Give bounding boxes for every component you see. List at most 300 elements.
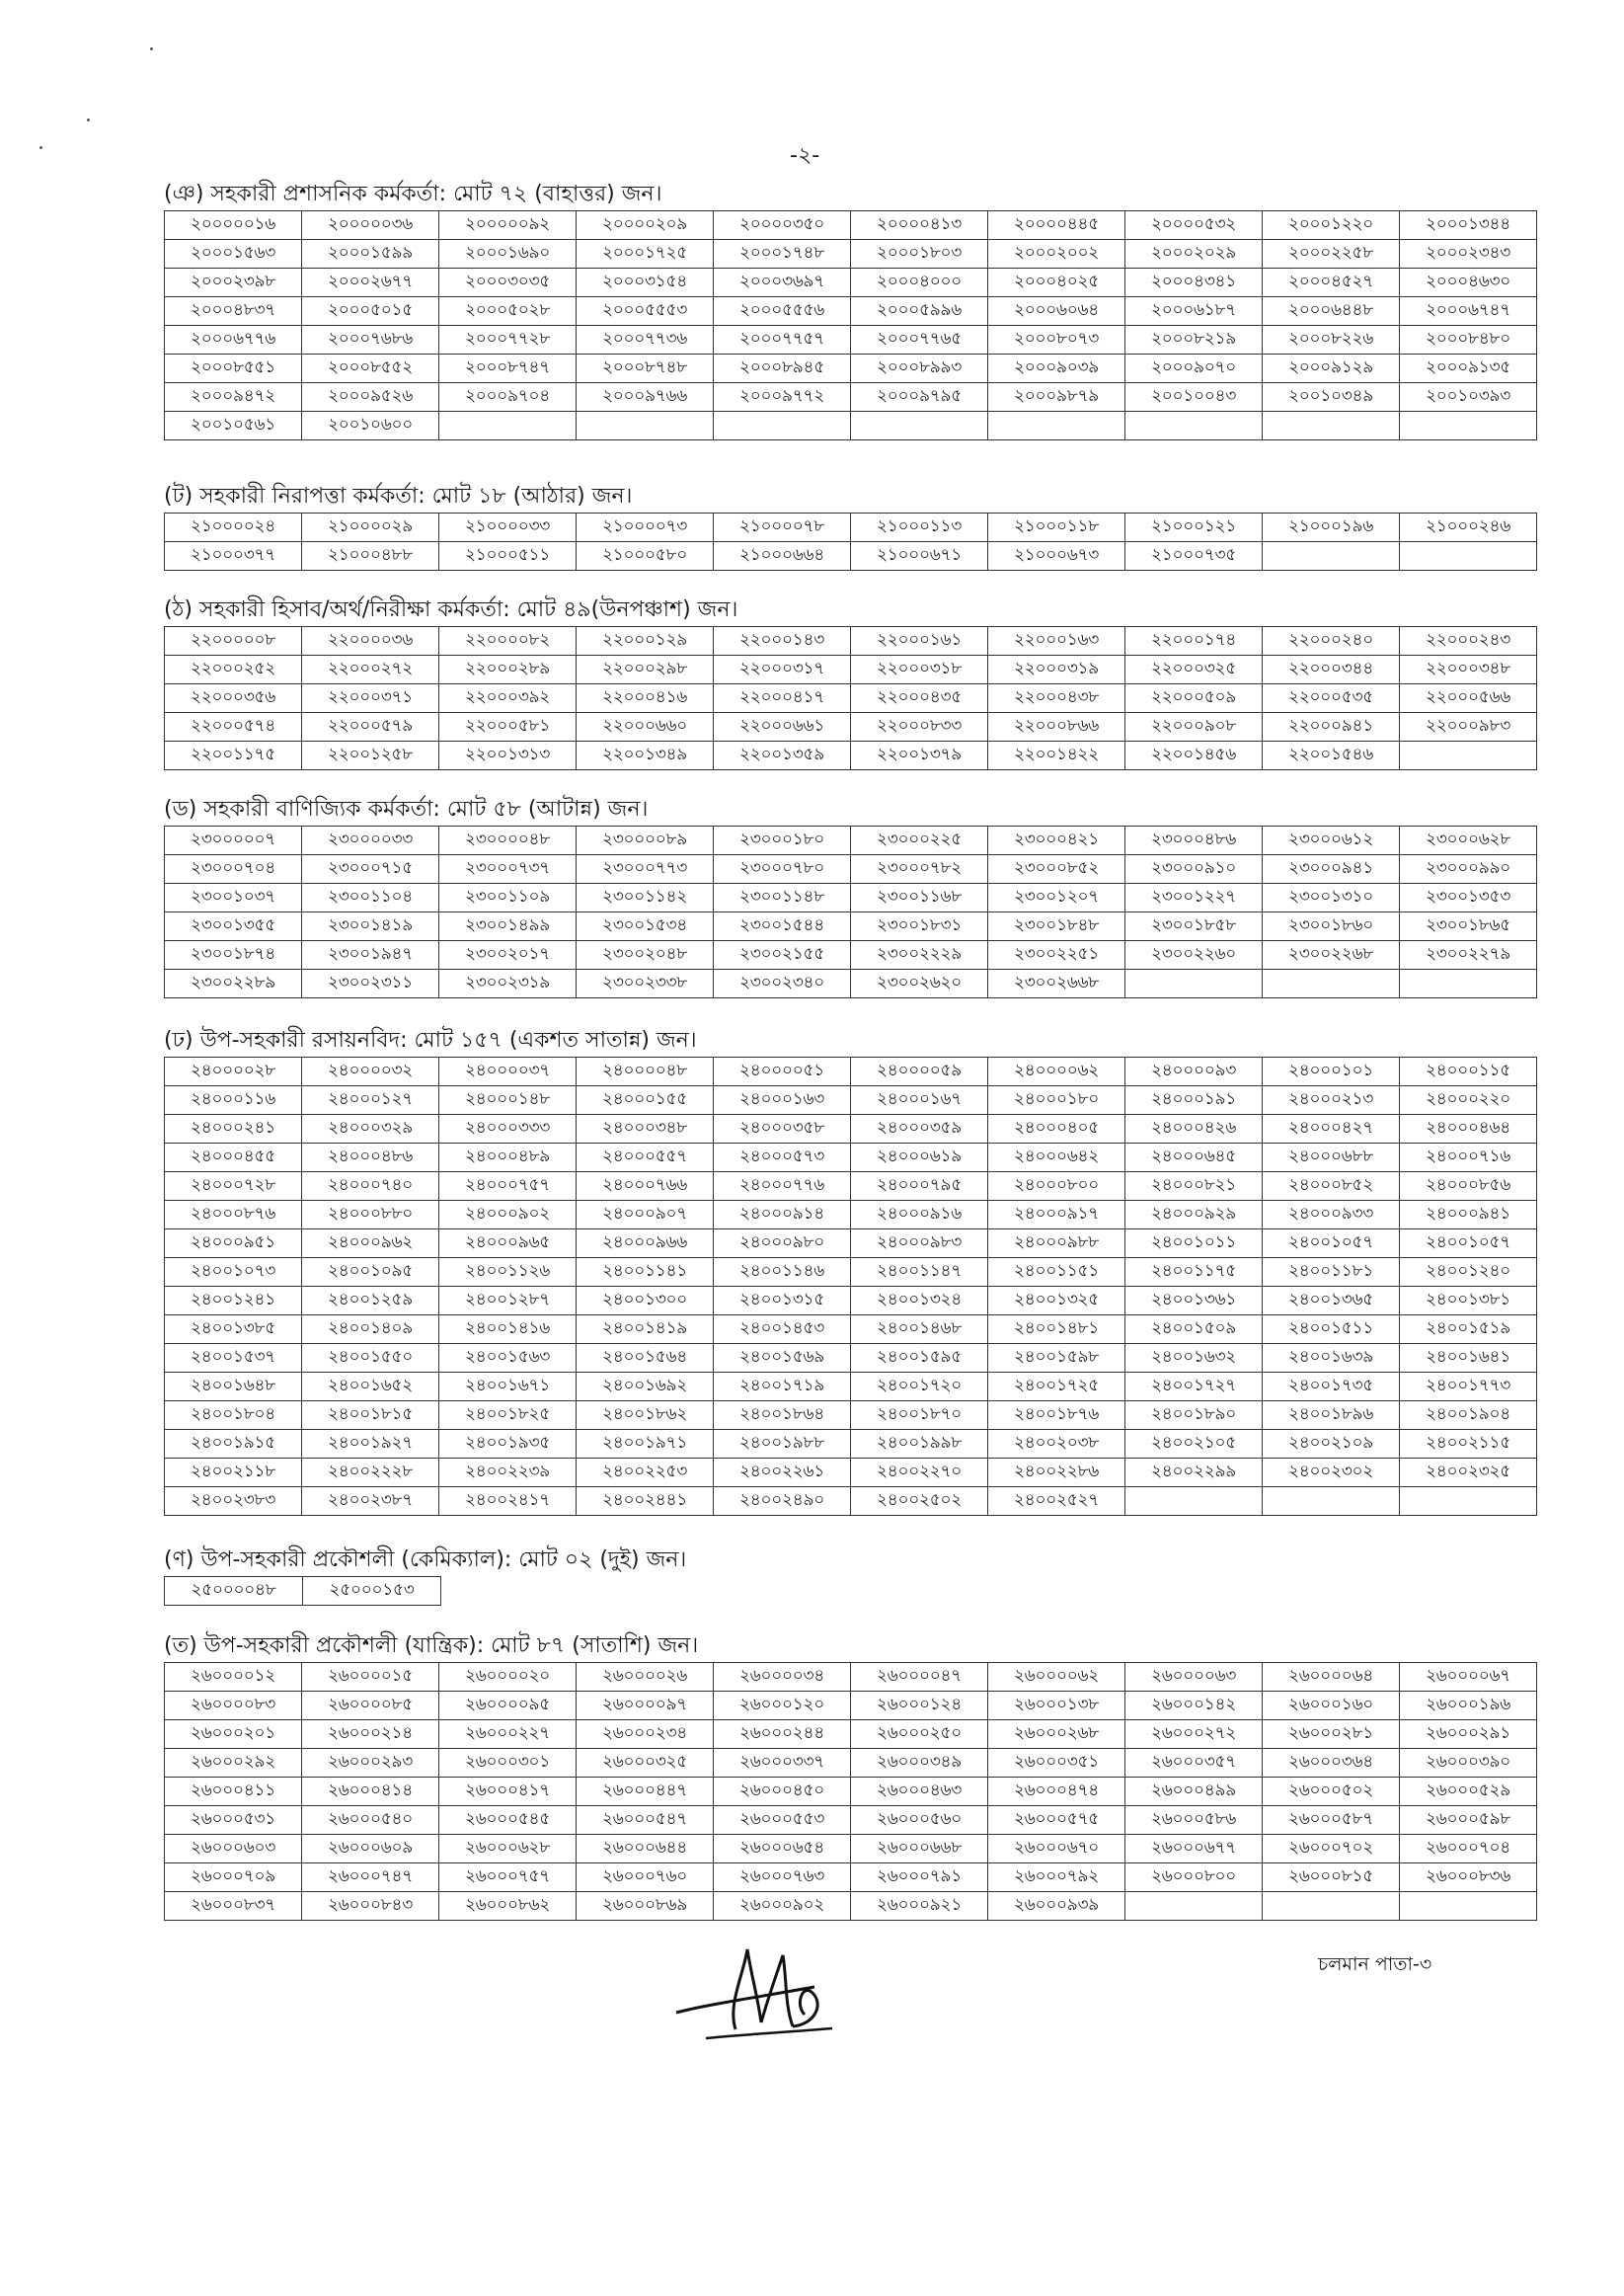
roll-cell: ২৬০০০৬৫৪ — [714, 1835, 851, 1863]
roll-cell: ২৬০০০৬৪৪ — [577, 1835, 714, 1863]
roll-cell: ২২০০১৫৪৬ — [1263, 742, 1400, 770]
roll-cell: ২৩০০১২০৭ — [988, 884, 1125, 912]
roll-cell: ২০০০১২২০ — [1263, 211, 1400, 240]
roll-cell: ২০০০৭৭৫৭ — [714, 326, 851, 355]
roll-cell: ২৬০০০৭০২ — [1263, 1835, 1400, 1863]
roll-cell: ২৪০০০০৩২ — [302, 1058, 439, 1086]
roll-cell: ২৪০০১৭৩৫ — [1263, 1373, 1400, 1401]
roll-cell: ২২০০০৩৪৮ — [1400, 656, 1537, 684]
roll-cell: ২৬০০০৬০৯ — [302, 1835, 439, 1863]
roll-cell: ২৪০০০৮৫২ — [1263, 1172, 1400, 1201]
roll-cell: ২৪০০১৬৫২ — [302, 1373, 439, 1401]
signature — [666, 1936, 844, 2049]
roll-cell: ২০০০৬০৬৪ — [988, 297, 1125, 326]
roll-cell: ২০০০১৫৯৯ — [302, 240, 439, 269]
roll-cell: ২০০০৪০২৫ — [988, 269, 1125, 297]
roll-cell: ২৪০০০৪২৬ — [1125, 1115, 1263, 1144]
roll-cell: ২২০০০৩৭১ — [302, 684, 439, 713]
roll-cell: ২৩০০১৮৪৮ — [988, 912, 1125, 941]
table-row — [165, 1577, 441, 1606]
table-row — [165, 1806, 1537, 1835]
roll-cell: ২৪০০১০৫৭ — [1400, 1229, 1537, 1258]
roll-cell: ২৩০০২৬৬৮ — [988, 970, 1125, 998]
roll-cell: ২২০০০৪১৭ — [714, 684, 851, 713]
roll-cell: ২৬০০০৫২৯ — [1400, 1778, 1537, 1806]
table-row — [165, 1778, 1537, 1806]
roll-cell: ২৫০০০১৫৩ — [303, 1577, 441, 1606]
roll-cell: ২০০০৭৬৮৬ — [302, 326, 439, 355]
roll-cell: ২৪০০০৩৩৩ — [439, 1115, 577, 1144]
roll-cell: ২৬০০০৯৩৯ — [988, 1892, 1125, 1921]
roll-cell: ২৬০০০৪১১ — [165, 1778, 302, 1806]
table-row — [165, 1430, 1537, 1459]
roll-cell: ২৩০০০৭৩৭ — [439, 855, 577, 884]
roll-cell — [1400, 412, 1537, 440]
roll-cell: ২৪০০০৯৮০ — [714, 1229, 851, 1258]
roll-cell: ২৪০০২২৭০ — [851, 1459, 988, 1487]
roll-cell: ২৪০০১৮৯০ — [1125, 1401, 1263, 1430]
roll-cell: ২৬০০০৭৬০ — [577, 1863, 714, 1892]
roll-cell: ২২০০০১৬৩ — [988, 627, 1125, 656]
table-row — [165, 1344, 1537, 1373]
roll-cell: ২৪০০১৬৪১ — [1400, 1344, 1537, 1373]
table-row — [165, 684, 1537, 713]
roll-cell: ২২০০০২৮৯ — [439, 656, 577, 684]
roll-cell: ২৬০০০৪৯৯ — [1125, 1778, 1263, 1806]
roll-cell: ২৬০০০৪৬৩ — [851, 1778, 988, 1806]
roll-cell: ২৪০০০৯২৯ — [1125, 1201, 1263, 1229]
roll-cell: ২৪০০০১৪৮ — [439, 1086, 577, 1115]
roll-cell: ২৪০০১৪১৯ — [577, 1315, 714, 1344]
roll-cell: ২৩০০২৬২০ — [851, 970, 988, 998]
roll-cell — [851, 412, 988, 440]
roll-cell: ২৬০০০৪১৪ — [302, 1778, 439, 1806]
roll-cell: ২১০০০০৩৩ — [439, 514, 577, 542]
roll-cell: ২৩০০২২৬০ — [1125, 941, 1263, 970]
roll-cell: ২০০১০৬০০ — [302, 412, 439, 440]
roll-cell: ২৬০০০০২৬ — [577, 1663, 714, 1692]
roll-cell: ২৪০০০৯১৭ — [988, 1201, 1125, 1229]
roll-cell — [1125, 1892, 1263, 1921]
roll-cell: ২৪০০১৬৭১ — [439, 1373, 577, 1401]
roll-cell: ২০০০০০১৬ — [165, 211, 302, 240]
section-heading: (ট) সহকারী নিরাপত্তা কর্মকর্তা: মোট ১৮ (আঠার) জন। — [164, 484, 633, 509]
roll-cell: ২৪০০১০১১ — [1125, 1229, 1263, 1258]
roll-cell: ২৪০০১০৫৭ — [1263, 1229, 1400, 1258]
roll-cell: ২৪০০১৯১৫ — [165, 1430, 302, 1459]
roll-cell: ২০০০০২০৯ — [577, 211, 714, 240]
roll-cell: ২৩০০২০১৭ — [439, 941, 577, 970]
roll-cell: ২৪০০১৮২৫ — [439, 1401, 577, 1430]
roll-cell: ২৬০০০০৯৫ — [439, 1692, 577, 1720]
roll-cell: ২৩০০২৩১৯ — [439, 970, 577, 998]
roll-cell: ২৩০০১৩৫৩ — [1400, 884, 1537, 912]
roll-cell: ২৪০০১৩৬৫ — [1263, 1287, 1400, 1315]
roll-cell: ২৬০০০৪১৭ — [439, 1778, 577, 1806]
table-row — [165, 855, 1537, 884]
roll-cell: ২৬০০০২৮১ — [1263, 1720, 1400, 1749]
roll-cell: ২২০০০১২৯ — [577, 627, 714, 656]
roll-cell: ২৪০০০৩৫৯ — [851, 1115, 988, 1144]
roll-cell: ২১০০০৩৭৭ — [165, 542, 302, 571]
table-row — [165, 656, 1537, 684]
section-heading: (ড) সহকারী বাণিজ্যিক কর্মকর্তা: মোট ৫৮ (আটান্ন) জন। — [164, 797, 649, 822]
roll-cell: ২১০০০০২৪ — [165, 514, 302, 542]
roll-cell: ২৩০০০০০৭ — [165, 827, 302, 855]
roll-cell: ২০০০০০৩৬ — [302, 211, 439, 240]
roll-cell: ২৪০০০১২৭ — [302, 1086, 439, 1115]
roll-cell — [1125, 1487, 1263, 1516]
scan-speck — [150, 47, 153, 50]
roll-cell: ২১০০০২৪৬ — [1400, 514, 1537, 542]
roll-cell: ২০০০৮২১৯ — [1125, 326, 1263, 355]
roll-cell — [988, 412, 1125, 440]
roll-table — [164, 210, 1537, 440]
roll-cell: ২৩০০১৩৫৫ — [165, 912, 302, 941]
roll-cell: ২৪০০০৯৩৩ — [1263, 1201, 1400, 1229]
roll-cell: ২৬০০০৭০৯ — [165, 1863, 302, 1892]
roll-cell: ২৪০০০০৪৮ — [577, 1058, 714, 1086]
roll-cell: ২২০০০৩৯২ — [439, 684, 577, 713]
roll-cell: ২১০০০৬৭৩ — [988, 542, 1125, 571]
roll-cell: ২৬০০০৮৬৯ — [577, 1892, 714, 1921]
roll-cell: ২২০০০২৭২ — [302, 656, 439, 684]
roll-cell: ২৪০০০২২০ — [1400, 1086, 1537, 1115]
table-row — [165, 514, 1537, 542]
roll-cell: ২৪০০১৭৭৩ — [1400, 1373, 1537, 1401]
roll-cell: ২২০০০৪৩৫ — [851, 684, 988, 713]
roll-cell: ২৬০০০২৩৪ — [577, 1720, 714, 1749]
roll-cell: ২০০০৬৭৭৬ — [165, 326, 302, 355]
roll-cell: ২০০১০০৪৩ — [1125, 383, 1263, 412]
roll-cell: ২৪০০২৩২৫ — [1400, 1459, 1537, 1487]
roll-cell: ২২০০০৫৩৫ — [1263, 684, 1400, 713]
roll-cell: ২২০০০২৪৩ — [1400, 627, 1537, 656]
roll-cell: ২৬০০০৬২৮ — [439, 1835, 577, 1863]
roll-cell: ২৪০০০৭২৮ — [165, 1172, 302, 1201]
roll-cell: ২৬০০০০৬৩ — [1125, 1663, 1263, 1692]
roll-cell: ২৩০০২২৫১ — [988, 941, 1125, 970]
roll-cell: ২৬০০০০৯৭ — [577, 1692, 714, 1720]
table-row — [165, 884, 1537, 912]
roll-cell: ২২০০০৫০৯ — [1125, 684, 1263, 713]
table-row — [165, 1115, 1537, 1144]
roll-cell: ২২০০০১৪৩ — [714, 627, 851, 656]
roll-cell: ২৫০০০০৪৮ — [165, 1577, 303, 1606]
roll-cell: ২৩০০১৪১৯ — [302, 912, 439, 941]
roll-cell: ২৬০০০৩৫৭ — [1125, 1749, 1263, 1778]
roll-cell: ২০০০০৪৪৫ — [988, 211, 1125, 240]
roll-cell: ২৪০০১৮৭৬ — [988, 1401, 1125, 1430]
roll-cell: ২০০০৮৫৫২ — [302, 355, 439, 383]
roll-cell: ২৩০০২৩৩৮ — [577, 970, 714, 998]
roll-cell: ২০০০৪৩৪১ — [1125, 269, 1263, 297]
roll-cell: ২৩০০২২৮৯ — [165, 970, 302, 998]
roll-cell: ২০০০৪৬৩০ — [1400, 269, 1537, 297]
roll-cell: ২২০০০২৪০ — [1263, 627, 1400, 656]
roll-cell: ২৪০০২২৬১ — [714, 1459, 851, 1487]
table-row — [165, 1487, 1537, 1516]
roll-cell: ২৪০০০৯৪১ — [1400, 1201, 1537, 1229]
roll-cell: ২৪০০১৯২৭ — [302, 1430, 439, 1459]
roll-cell: ২৪০০০৭৬৬ — [577, 1172, 714, 1201]
roll-cell: ২৬০০০০১৫ — [302, 1663, 439, 1692]
roll-cell: ২৪০০০১৬৭ — [851, 1086, 988, 1115]
roll-cell: ২০০০৪৫২৭ — [1263, 269, 1400, 297]
roll-cell: ২১০০০৫১১ — [439, 542, 577, 571]
roll-cell: ২৪০০১০৭৩ — [165, 1258, 302, 1287]
roll-cell: ২৬০০০৫৬০ — [851, 1806, 988, 1835]
roll-cell: ২৩০০১৫৩৪ — [577, 912, 714, 941]
roll-cell: ২৪০০০৬৪২ — [988, 1144, 1125, 1172]
roll-cell: ২০০০৯৭০৪ — [439, 383, 577, 412]
roll-cell: ২৪০০১১৫১ — [988, 1258, 1125, 1287]
roll-cell: ২৬০০০৭৯২ — [988, 1863, 1125, 1892]
roll-cell: ২০০০০৫৩২ — [1125, 211, 1263, 240]
roll-cell — [1400, 542, 1537, 571]
roll-cell: ২২০০১১৭৫ — [165, 742, 302, 770]
roll-cell: ২২০০১৪৫৬ — [1125, 742, 1263, 770]
roll-cell: ২৪০০২১১৫ — [1400, 1430, 1537, 1459]
roll-cell: ২৪০০১৮৯৬ — [1263, 1401, 1400, 1430]
roll-cell: ২০০০৭৭৩৬ — [577, 326, 714, 355]
roll-cell: ২৪০০১৮১৫ — [302, 1401, 439, 1430]
roll-cell: ২২০০০০৮২ — [439, 627, 577, 656]
roll-cell: ২৬০০০৫৮৬ — [1125, 1806, 1263, 1835]
roll-cell: ২০০০৬১৮৭ — [1125, 297, 1263, 326]
table-row — [165, 912, 1537, 941]
roll-cell: ২৬০০০৯২১ — [851, 1892, 988, 1921]
roll-cell: ২৪০০০৯৬২ — [302, 1229, 439, 1258]
roll-cell: ২৬০০০১৪২ — [1125, 1692, 1263, 1720]
roll-cell: ২৪০০২৩৮৩ — [165, 1487, 302, 1516]
roll-cell: ২৩০০১৮৬০ — [1263, 912, 1400, 941]
section-heading: (ঠ) সহকারী হিসাব/অর্থ/নিরীক্ষা কর্মকর্তা: মোট ৪৯(উনপঞ্চাশ) জন। — [164, 597, 738, 622]
section — [164, 1546, 1452, 1606]
roll-cell: ২৪০০০২৪১ — [165, 1115, 302, 1144]
roll-cell: ২৪০০২১১৮ — [165, 1459, 302, 1487]
roll-cell: ২২০০০৪১৬ — [577, 684, 714, 713]
roll-cell: ২৪০০১৩০০ — [577, 1287, 714, 1315]
roll-cell: ২৪০০০২১৩ — [1263, 1086, 1400, 1115]
roll-cell: ২৪০০১৯৩৫ — [439, 1430, 577, 1459]
roll-cell: ২৬০০০৭৫৭ — [439, 1863, 577, 1892]
table-row — [165, 1229, 1537, 1258]
roll-cell: ২৬০০০৬০৩ — [165, 1835, 302, 1863]
roll-cell: ২৬০০০৮৩৭ — [165, 1892, 302, 1921]
roll-cell: ২৬০০০১৩৮ — [988, 1692, 1125, 1720]
section — [164, 1632, 1511, 1921]
table-row — [165, 1144, 1537, 1172]
roll-cell: ২৪০০২৫০২ — [851, 1487, 988, 1516]
roll-cell: ২৩০০০৬২৮ — [1400, 827, 1537, 855]
roll-cell: ২০০০০০৯২ — [439, 211, 577, 240]
roll-cell: ২৪০০০৯৮৩ — [851, 1229, 988, 1258]
roll-cell: ২০০০২৬৭৭ — [302, 269, 439, 297]
roll-cell: ২৪০০০০২৮ — [165, 1058, 302, 1086]
table-row — [165, 412, 1537, 440]
roll-cell: ২৪০০২২২৮ — [302, 1459, 439, 1487]
roll-cell: ২৪০০০১০১ — [1263, 1058, 1400, 1086]
roll-cell: ২০০০৯৭৯৫ — [851, 383, 988, 412]
roll-cell: ২৬০০০০৪৭ — [851, 1663, 988, 1692]
section — [164, 483, 1510, 571]
table-row — [165, 713, 1537, 742]
roll-cell: ২৪০০০৬৪৫ — [1125, 1144, 1263, 1172]
roll-cell: ২৪০০১২৪১ — [165, 1287, 302, 1315]
roll-table — [164, 513, 1537, 571]
roll-cell — [1125, 412, 1263, 440]
roll-cell — [1263, 970, 1400, 998]
roll-cell: ২৪০০০৯১৪ — [714, 1201, 851, 1229]
roll-cell: ২৪০০১০৯৫ — [302, 1258, 439, 1287]
roll-cell: ২২০০০০০৮ — [165, 627, 302, 656]
roll-cell — [1400, 1487, 1537, 1516]
roll-cell: ২৩০০১৫৪৪ — [714, 912, 851, 941]
roll-cell: ২৪০০০৭৭৬ — [714, 1172, 851, 1201]
roll-cell: ২০০০১৭২৫ — [577, 240, 714, 269]
roll-cell: ২৪০০১৫৬৩ — [439, 1344, 577, 1373]
scan-speck — [39, 146, 42, 149]
roll-cell: ২১০০০৬৬৪ — [714, 542, 851, 571]
roll-cell: ২০০০৫৯৯৬ — [851, 297, 988, 326]
roll-cell: ২২০০০৪৩৮ — [988, 684, 1125, 713]
roll-cell: ২৪০০১৫৫০ — [302, 1344, 439, 1373]
roll-cell — [1263, 1487, 1400, 1516]
roll-cell: ২৬০০০৮৩৬ — [1400, 1863, 1537, 1892]
section — [164, 181, 1510, 440]
table-row — [165, 383, 1537, 412]
roll-cell: ২০০০৩৬৯৭ — [714, 269, 851, 297]
roll-cell: ২২০০০৩১৭ — [714, 656, 851, 684]
roll-cell: ২৩০০১০৩৭ — [165, 884, 302, 912]
roll-table — [164, 1576, 441, 1606]
roll-cell: ২০০০৮৯৪৫ — [714, 355, 851, 383]
roll-cell: ২৬০০০৫০২ — [1263, 1778, 1400, 1806]
roll-cell — [1263, 412, 1400, 440]
roll-cell: ২০০০১৩৪৪ — [1400, 211, 1537, 240]
roll-cell: ২২০০০৫৬৬ — [1400, 684, 1537, 713]
roll-cell: ২৪০০১৬৩৯ — [1263, 1344, 1400, 1373]
roll-table — [164, 1057, 1537, 1516]
roll-cell: ২৬০০০২৪৪ — [714, 1720, 851, 1749]
roll-cell: ২৪০০০৮৮০ — [302, 1201, 439, 1229]
roll-cell: ২৩০০০৬১২ — [1263, 827, 1400, 855]
roll-cell: ২৩০০০৯৯০ — [1400, 855, 1537, 884]
table-row — [165, 326, 1537, 355]
roll-cell: ২৬০০০৫৫৩ — [714, 1806, 851, 1835]
roll-cell: ২৪০০০৯৬৫ — [439, 1229, 577, 1258]
section-heading: (ত) উপ-সহকারী প্রকৌশলী (যান্ত্রিক): মোট ৮৭ (সাতাশি) জন। — [164, 1633, 699, 1658]
roll-cell: ২০০০২৩৯৮ — [165, 269, 302, 297]
roll-cell: ২৪০০১৫৯৮ — [988, 1344, 1125, 1373]
roll-cell: ২৬০০০১২৪ — [851, 1692, 988, 1720]
roll-cell: ২৬০০০০২০ — [439, 1663, 577, 1692]
roll-cell: ২১০০০১২১ — [1125, 514, 1263, 542]
roll-cell: ২৪০০১৯০৪ — [1400, 1401, 1537, 1430]
roll-cell: ২৬০০০৫৯৮ — [1400, 1806, 1537, 1835]
page-number: -২- — [790, 143, 820, 168]
roll-cell: ২৬০০০৫৩১ — [165, 1806, 302, 1835]
roll-cell: ২১০০০০৭৮ — [714, 514, 851, 542]
roll-cell: ২৪০০০৫৫৭ — [577, 1144, 714, 1172]
roll-cell: ২৩০০১১৪৮ — [714, 884, 851, 912]
roll-cell: ২১০০০৬৭১ — [851, 542, 988, 571]
roll-cell: ২৩০০১৪৯৯ — [439, 912, 577, 941]
roll-cell: ২৪০০২৫২৭ — [988, 1487, 1125, 1516]
table-row — [165, 269, 1537, 297]
scan-speck — [87, 119, 90, 121]
roll-cell: ২৬০০০২৭২ — [1125, 1720, 1263, 1749]
roll-cell: ২৪০০২১০৫ — [1125, 1430, 1263, 1459]
roll-cell: ২৩০০০৭৮২ — [851, 855, 988, 884]
roll-cell: ২১০০০৫৮০ — [577, 542, 714, 571]
roll-cell: ২১০০০১১৮ — [988, 514, 1125, 542]
roll-cell: ২০০০৯১২৯ — [1263, 355, 1400, 383]
roll-cell: ২০০০২০২৯ — [1125, 240, 1263, 269]
roll-cell: ২০০০৫০২৮ — [439, 297, 577, 326]
roll-cell: ২৩০০১৩১০ — [1263, 884, 1400, 912]
roll-cell: ২৬০০০০১২ — [165, 1663, 302, 1692]
roll-cell: ২৩০০১২২৭ — [1125, 884, 1263, 912]
roll-cell: ২৪০০২২৯৯ — [1125, 1459, 1263, 1487]
roll-cell: ২৬০০০৮০০ — [1125, 1863, 1263, 1892]
roll-cell: ২৪০০১৫৬৯ — [714, 1344, 851, 1373]
roll-cell: ২৪০০০৩২৯ — [302, 1115, 439, 1144]
roll-cell: ২৩০০০৮৫২ — [988, 855, 1125, 884]
roll-cell: ২০০০৯৮৭৯ — [988, 383, 1125, 412]
roll-cell: ২২০০১২৫৮ — [302, 742, 439, 770]
roll-cell: ২৩০০১১৬৮ — [851, 884, 988, 912]
roll-cell: ২৪০০০৪৮৬ — [302, 1144, 439, 1172]
roll-cell: ২৪০০০৫৭৩ — [714, 1144, 851, 1172]
roll-cell: ২৬০০০২২৭ — [439, 1720, 577, 1749]
roll-cell: ২৬০০০৭৪৭ — [302, 1863, 439, 1892]
roll-cell: ২৪০০১৭২০ — [851, 1373, 988, 1401]
table-row — [165, 742, 1537, 770]
roll-cell: ২৬০০০৮৪৩ — [302, 1892, 439, 1921]
roll-cell: ২২০০০৫৭৯ — [302, 713, 439, 742]
roll-cell: ২০০০৫৫৫৩ — [577, 297, 714, 326]
table-row — [165, 355, 1537, 383]
roll-cell: ২২০০০৩১৯ — [988, 656, 1125, 684]
roll-cell: ২৩০০০০৩৩ — [302, 827, 439, 855]
roll-cell: ২০০০১৭৪৮ — [714, 240, 851, 269]
roll-cell: ২৬০০০২০১ — [165, 1720, 302, 1749]
roll-cell: ২২০০০৮৩৩ — [851, 713, 988, 742]
table-row — [165, 1058, 1537, 1086]
roll-cell: ২৩০০১৮৬৫ — [1400, 912, 1537, 941]
roll-cell: ২৬০০০৬৭০ — [988, 1835, 1125, 1863]
roll-cell: ২০০০০৪১৩ — [851, 211, 988, 240]
roll-table — [164, 1662, 1537, 1921]
roll-cell: ২৪০০১৯৮৮ — [714, 1430, 851, 1459]
roll-cell: ২৪০০০০৫৯ — [851, 1058, 988, 1086]
roll-cell: ২৩০০০৪৮৬ — [1125, 827, 1263, 855]
roll-cell: ২২০০০১৬১ — [851, 627, 988, 656]
roll-cell: ২০০০০৩৫০ — [714, 211, 851, 240]
table-row — [165, 1258, 1537, 1287]
roll-cell: ২৬০০০১৬০ — [1263, 1692, 1400, 1720]
roll-cell: ২০০০৮২২৬ — [1263, 326, 1400, 355]
roll-cell: ২৩০০১১০৪ — [302, 884, 439, 912]
roll-cell: ২০০০৮৪৮০ — [1400, 326, 1537, 355]
roll-cell: ২৪০০০৯৮৮ — [988, 1229, 1125, 1258]
table-row — [165, 827, 1537, 855]
roll-cell: ২০০০৮৯৯৩ — [851, 355, 988, 383]
roll-cell — [1400, 970, 1537, 998]
roll-cell: ২৪০০১৪১৬ — [439, 1315, 577, 1344]
